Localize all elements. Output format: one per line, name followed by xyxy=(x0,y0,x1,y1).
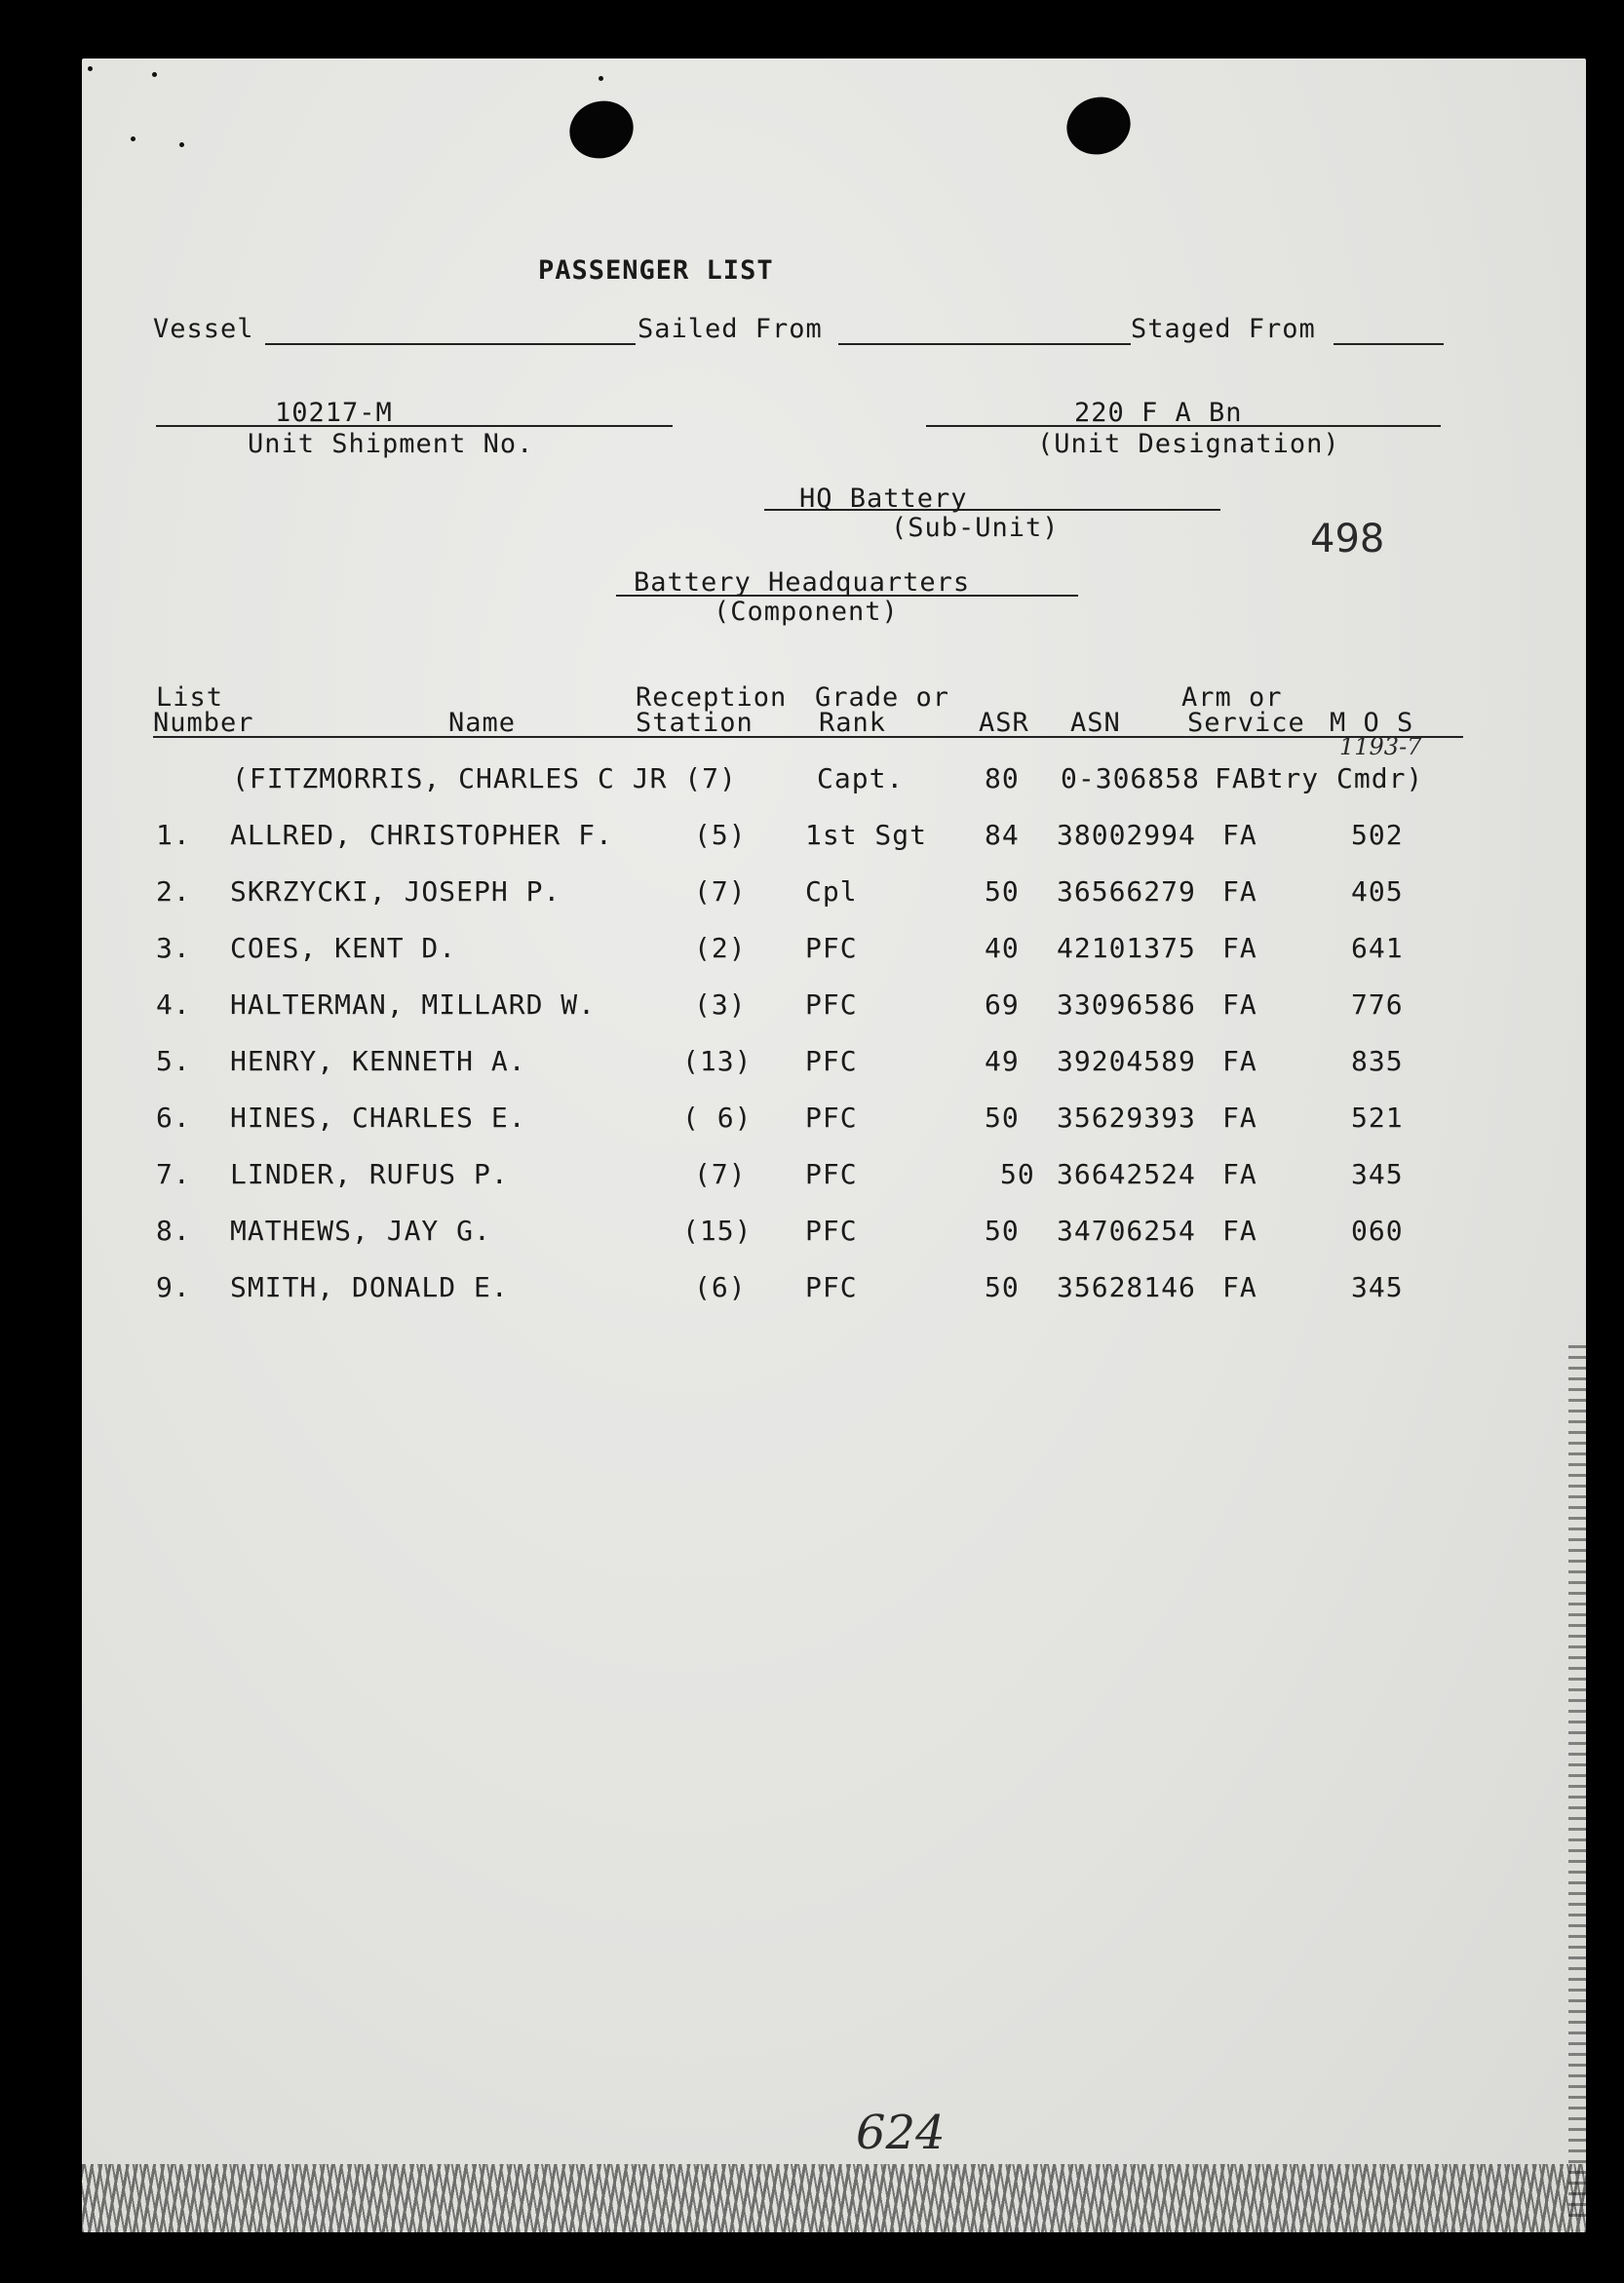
row-asn: 35628146 xyxy=(1057,1271,1196,1303)
component-label: (Component) xyxy=(714,597,899,627)
officer-grade: Capt. xyxy=(817,762,905,794)
row-number: 1. xyxy=(156,819,191,851)
row-mos: 641 xyxy=(1351,932,1404,964)
col-arm-1: Arm or xyxy=(1181,682,1283,713)
row-mos: 405 xyxy=(1351,875,1404,908)
col-list-number-1: List xyxy=(156,682,224,713)
col-grade-2: Rank xyxy=(819,708,887,738)
sub-unit-line xyxy=(764,509,1220,511)
row-number: 6. xyxy=(156,1102,191,1134)
staged-from-label: Staged From xyxy=(1131,314,1316,344)
row-station: (7) xyxy=(694,1158,747,1190)
speck xyxy=(88,66,93,71)
col-reception-2: Station xyxy=(636,708,754,738)
row-name: HINES, CHARLES E. xyxy=(230,1102,526,1134)
row-asr: 50 xyxy=(985,1271,1020,1303)
row-station: (3) xyxy=(694,988,747,1021)
row-asn: 36566279 xyxy=(1057,875,1196,908)
row-grade: PFC xyxy=(805,1102,858,1134)
row-grade: 1st Sgt xyxy=(805,819,928,851)
row-asr: 84 xyxy=(985,819,1020,851)
row-arm: FA xyxy=(1222,875,1257,908)
col-name: Name xyxy=(448,708,517,738)
row-arm: FA xyxy=(1222,1045,1257,1077)
speck xyxy=(152,72,157,77)
row-asr: 50 xyxy=(985,1102,1020,1134)
row-grade: Cpl xyxy=(805,875,858,908)
row-number: 7. xyxy=(156,1158,191,1190)
row-mos: 345 xyxy=(1351,1271,1404,1303)
punch-hole xyxy=(1060,89,1139,163)
shipment-line xyxy=(156,425,673,427)
officer-arm-mos: FABtry Cmdr) xyxy=(1215,762,1424,794)
row-station: (13) xyxy=(682,1045,753,1077)
row-asn: 38002994 xyxy=(1057,819,1196,851)
row-mos: 345 xyxy=(1351,1158,1404,1190)
row-number: 3. xyxy=(156,932,191,964)
row-name: MATHEWS, JAY G. xyxy=(230,1215,491,1247)
row-arm: FA xyxy=(1222,988,1257,1021)
unit-designation: 220 F A Bn xyxy=(1074,398,1243,428)
row-arm: FA xyxy=(1222,932,1257,964)
row-asr: 50 xyxy=(1000,1158,1035,1190)
torn-edge xyxy=(82,2164,1586,2232)
unit-designation-label: (Unit Designation) xyxy=(1037,429,1340,459)
row-station: (2) xyxy=(694,932,747,964)
row-station: (5) xyxy=(694,819,747,851)
mos-annotation: 1193-7 xyxy=(1339,733,1422,760)
row-grade: PFC xyxy=(805,1215,858,1247)
col-grade-1: Grade or xyxy=(815,682,950,713)
row-asr: 49 xyxy=(985,1045,1020,1077)
unit-shipment-number: 10217-M xyxy=(275,398,393,428)
row-mos: 835 xyxy=(1351,1045,1404,1077)
row-arm: FA xyxy=(1222,1215,1257,1247)
component: Battery Headquarters xyxy=(634,567,971,598)
row-grade: PFC xyxy=(805,1045,858,1077)
row-station: (15) xyxy=(682,1215,753,1247)
row-mos: 521 xyxy=(1351,1102,1404,1134)
row-name: SMITH, DONALD E. xyxy=(230,1271,509,1303)
col-reception-1: Reception xyxy=(636,682,788,713)
row-grade: PFC xyxy=(805,988,858,1021)
col-asr: ASR xyxy=(979,708,1029,738)
sailed-from-line xyxy=(838,343,1131,345)
row-station: (7) xyxy=(694,875,747,908)
sub-unit-label: (Sub-Unit) xyxy=(891,513,1060,543)
row-number: 4. xyxy=(156,988,191,1021)
sailed-from-label: Sailed From xyxy=(638,314,823,344)
row-arm: FA xyxy=(1222,1102,1257,1134)
torn-edge xyxy=(1568,1345,1586,2223)
document-page xyxy=(82,58,1586,2232)
col-mos: M O S xyxy=(1330,708,1414,738)
col-arm-2: Service xyxy=(1187,708,1305,738)
col-asn: ASN xyxy=(1070,708,1121,738)
row-mos: 060 xyxy=(1351,1215,1404,1247)
row-station: (6) xyxy=(694,1271,747,1303)
sub-unit: HQ Battery xyxy=(799,484,968,514)
row-asn: 42101375 xyxy=(1057,932,1196,964)
row-name: SKRZYCKI, JOSEPH P. xyxy=(230,875,561,908)
row-asn: 35629393 xyxy=(1057,1102,1196,1134)
speck xyxy=(179,142,184,147)
row-grade: PFC xyxy=(805,1158,858,1190)
speck xyxy=(599,76,603,81)
row-name: COES, KENT D. xyxy=(230,932,457,964)
col-list-number-2: Number xyxy=(153,708,254,738)
designation-line xyxy=(926,425,1441,427)
row-name: HENRY, KENNETH A. xyxy=(230,1045,526,1077)
punch-hole xyxy=(562,93,641,167)
vessel-line xyxy=(265,343,636,345)
row-arm: FA xyxy=(1222,819,1257,851)
vessel-label: Vessel xyxy=(153,314,254,344)
row-name: ALLRED, CHRISTOPHER F. xyxy=(230,819,613,851)
unit-shipment-label: Unit Shipment No. xyxy=(248,429,534,459)
row-number: 5. xyxy=(156,1045,191,1077)
page-title: PASSENGER LIST xyxy=(538,255,774,286)
row-asn: 36642524 xyxy=(1057,1158,1196,1190)
speck xyxy=(131,136,135,141)
row-asr: 69 xyxy=(985,988,1020,1021)
row-station: ( 6) xyxy=(682,1102,753,1134)
row-mos: 776 xyxy=(1351,988,1404,1021)
row-asr: 40 xyxy=(985,932,1020,964)
header-rule xyxy=(153,736,1463,738)
officer-asn: 0-306858 xyxy=(1061,762,1200,794)
row-asn: 39204589 xyxy=(1057,1045,1196,1077)
row-name: LINDER, RUFUS P. xyxy=(230,1158,509,1190)
officer-name: (FITZMORRIS, CHARLES C JR (7) xyxy=(232,762,737,794)
stamp-number: 498 xyxy=(1310,517,1385,561)
row-arm: FA xyxy=(1222,1271,1257,1303)
page-number: 624 xyxy=(856,2106,946,2160)
row-number: 9. xyxy=(156,1271,191,1303)
row-asr: 50 xyxy=(985,875,1020,908)
staged-from-line xyxy=(1334,343,1444,345)
row-number: 8. xyxy=(156,1215,191,1247)
row-asn: 34706254 xyxy=(1057,1215,1196,1247)
row-asr: 50 xyxy=(985,1215,1020,1247)
row-arm: FA xyxy=(1222,1158,1257,1190)
row-asn: 33096586 xyxy=(1057,988,1196,1021)
row-mos: 502 xyxy=(1351,819,1404,851)
row-grade: PFC xyxy=(805,932,858,964)
row-number: 2. xyxy=(156,875,191,908)
officer-asr: 80 xyxy=(985,762,1020,794)
row-grade: PFC xyxy=(805,1271,858,1303)
row-name: HALTERMAN, MILLARD W. xyxy=(230,988,597,1021)
